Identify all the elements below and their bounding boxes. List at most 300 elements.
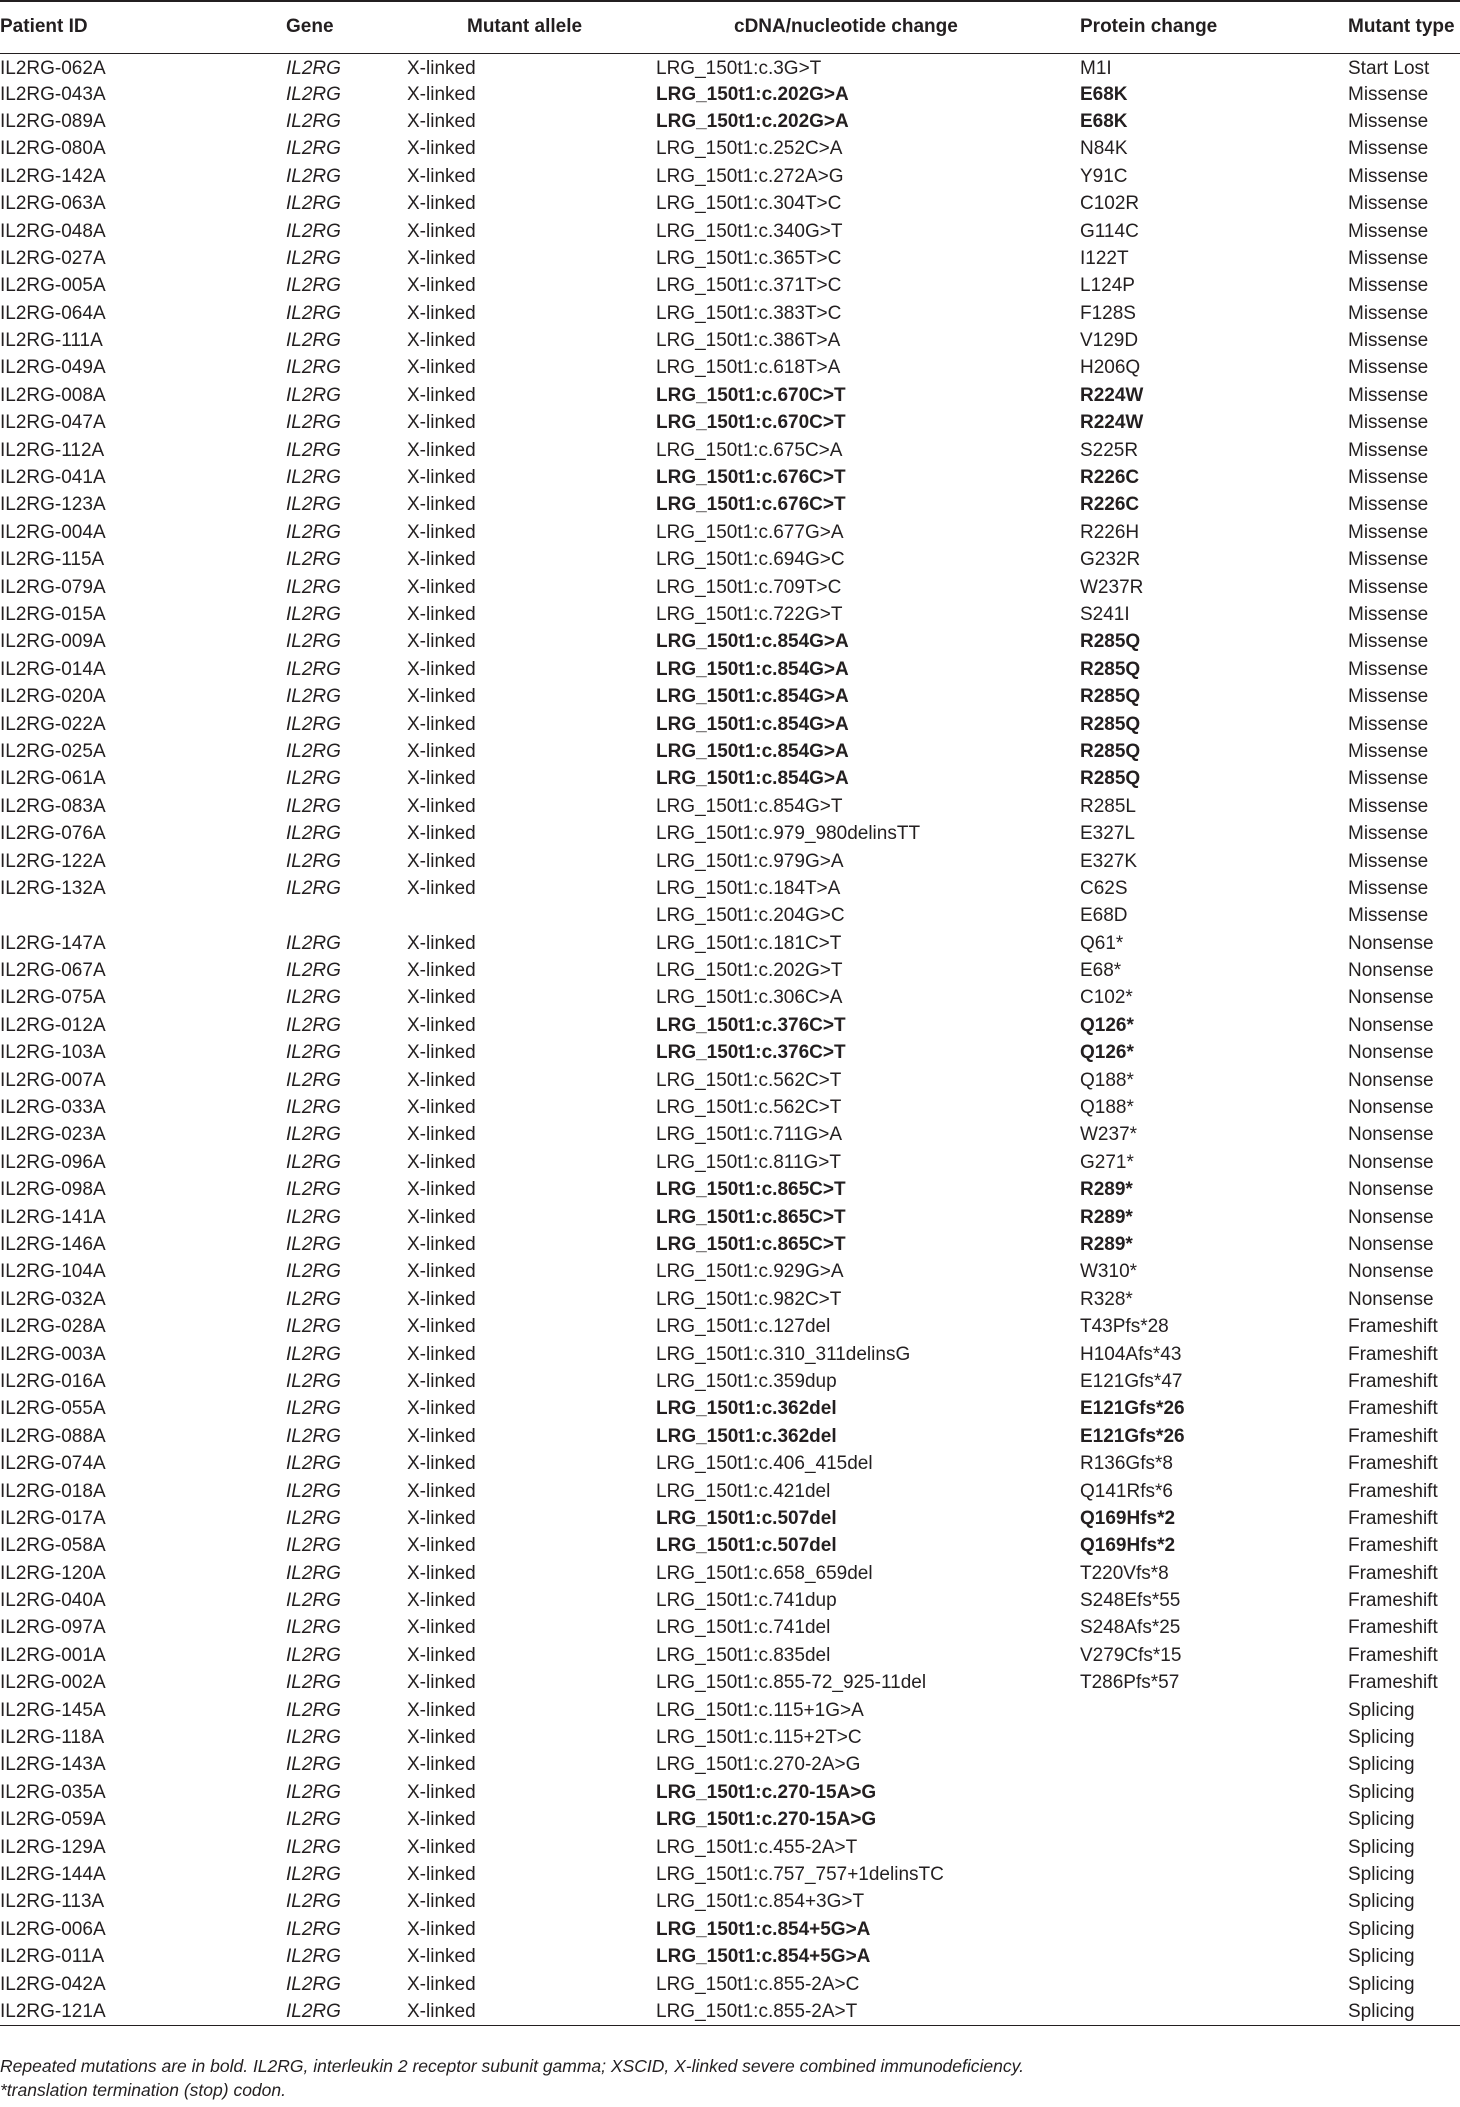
- header-gene: Gene: [230, 1, 407, 53]
- cell-gene: IL2RG: [286, 412, 341, 434]
- cell-gene: IL2RG: [286, 768, 341, 790]
- cell-protein-change: W310*: [1080, 1261, 1138, 1283]
- cell-patient-id: IL2RG-112A: [0, 439, 105, 461]
- cell-mutant-allele: X-linked: [407, 494, 476, 516]
- cell-mutant-type: Missense: [1348, 686, 1429, 708]
- cell-gene: IL2RG: [286, 1288, 341, 1310]
- cell-gene: IL2RG: [286, 1425, 341, 1447]
- cell-mutant-type: Frameshift: [1348, 1480, 1438, 1502]
- cell-gene: IL2RG: [286, 932, 341, 954]
- cell-protein-change: E68*: [1080, 960, 1122, 982]
- cell-protein-change: H104Afs*43: [1080, 1343, 1182, 1365]
- cell-patient-id: IL2RG-011A: [0, 1946, 105, 1968]
- cell-patient-id: IL2RG-104A: [0, 1261, 106, 1283]
- cell-protein-change: R285Q: [1080, 713, 1141, 735]
- header-cdna-change: cDNA/nucleotide change: [654, 1, 1074, 53]
- header-mutant-allele: Mutant allele: [407, 1, 654, 53]
- cell-cdna-change: LRG_150t1:c.376C>T: [656, 1014, 846, 1036]
- cell-patient-id: [0, 902, 230, 929]
- cell-mutant-allele: X-linked: [407, 1480, 476, 1502]
- table-row: [0, 409, 1460, 436]
- cell-cdna-change: LRG_150t1:c.115+2T>C: [656, 1727, 862, 1749]
- table-row: [0, 1203, 1460, 1230]
- cell-cdna-change: LRG_150t1:c.184T>A: [656, 877, 841, 899]
- cell-gene: IL2RG: [286, 165, 341, 187]
- table-row: [0, 573, 1460, 600]
- cell-protein-change: Q141Rfs*6: [1080, 1480, 1173, 1502]
- cell-patient-id: IL2RG-005A: [0, 275, 106, 297]
- table-row: [0, 135, 1460, 162]
- cell-mutant-allele: X-linked: [407, 740, 476, 762]
- cell-mutant-allele: X-linked: [407, 1425, 476, 1447]
- cell-protein-change: V279Cfs*15: [1080, 1644, 1182, 1666]
- cell-gene: IL2RG: [286, 1644, 341, 1666]
- table-row: [0, 930, 1460, 957]
- table-row: [0, 1149, 1460, 1176]
- cell-protein-change: R285L: [1080, 795, 1136, 817]
- cell-protein-change: E68K: [1080, 110, 1128, 132]
- cell-mutant-allele: X-linked: [407, 1151, 476, 1173]
- cell-gene: IL2RG: [286, 1918, 341, 1940]
- cell-mutant-allele: X-linked: [407, 1261, 476, 1283]
- cell-patient-id: IL2RG-111A: [0, 330, 103, 352]
- cell-mutant-type: Missense: [1348, 220, 1429, 242]
- cell-cdna-change: LRG_150t1:c.757_757+1delinsTC: [656, 1863, 944, 1885]
- cell-gene: IL2RG: [286, 494, 341, 516]
- cell-mutant-type: Splicing: [1348, 1891, 1415, 1913]
- cell-mutant-type: Missense: [1348, 138, 1429, 160]
- cell-mutant-allele: X-linked: [407, 1946, 476, 1968]
- cell-mutant-allele: X-linked: [407, 658, 476, 680]
- table-row: [0, 1258, 1460, 1285]
- cell-protein-change: E121Gfs*47: [1080, 1370, 1183, 1392]
- cell-protein-change: C102R: [1080, 193, 1140, 215]
- cell-patient-id: IL2RG-080A: [0, 138, 106, 160]
- cell-mutant-allele: X-linked: [407, 1042, 476, 1064]
- cell-gene: IL2RG: [286, 1151, 341, 1173]
- cell-gene: IL2RG: [286, 1233, 341, 1255]
- cell-gene: IL2RG: [286, 1453, 341, 1475]
- cell-patient-id: IL2RG-120A: [0, 1562, 106, 1584]
- cell-mutant-allele: X-linked: [407, 110, 476, 132]
- table-row: [0, 436, 1460, 463]
- cell-mutant-allele: X-linked: [407, 1590, 476, 1612]
- cell-cdna-change: LRG_150t1:c.854+5G>A: [656, 1918, 871, 1940]
- table-row: [0, 327, 1460, 354]
- table-row: [0, 1779, 1460, 1806]
- cell-gene: IL2RG: [286, 631, 341, 653]
- table-row: [0, 1395, 1460, 1422]
- table-row: [0, 1340, 1460, 1367]
- table-row: [0, 1505, 1460, 1532]
- cell-patient-id: IL2RG-121A: [0, 1998, 230, 2025]
- cell-gene: IL2RG: [286, 1590, 341, 1612]
- cell-patient-id: IL2RG-033A: [0, 1097, 106, 1119]
- cell-mutant-allele: X-linked: [407, 1507, 476, 1529]
- cell-mutant-type: Missense: [1348, 549, 1429, 571]
- cell-cdna-change: LRG_150t1:c.340G>T: [656, 220, 843, 242]
- cell-protein-change: [1074, 1779, 1344, 1806]
- cell-mutant-allele: X-linked: [407, 877, 476, 899]
- cell-mutant-allele: X-linked: [407, 1206, 476, 1228]
- table-row: [0, 820, 1460, 847]
- table-row: [0, 710, 1460, 737]
- table-footnotes: [0, 2054, 1460, 2102]
- cell-mutant-allele: X-linked: [407, 521, 476, 543]
- cell-gene: IL2RG: [286, 1261, 341, 1283]
- cell-cdna-change: LRG_150t1:c.455-2A>T: [656, 1836, 858, 1858]
- cell-patient-id: IL2RG-043A: [0, 83, 106, 105]
- cell-gene: IL2RG: [286, 1727, 341, 1749]
- cell-cdna-change: LRG_150t1:c.854G>A: [656, 631, 849, 653]
- cell-cdna-change: LRG_150t1:c.709T>C: [656, 576, 842, 598]
- cell-gene: IL2RG: [286, 1891, 341, 1913]
- cell-gene: IL2RG: [286, 549, 341, 571]
- cell-mutant-type: Frameshift: [1348, 1425, 1438, 1447]
- cell-mutant-type: Missense: [1348, 302, 1429, 324]
- cell-cdna-change: LRG_150t1:c.359dup: [656, 1370, 837, 1392]
- cell-protein-change: Y91C: [1080, 165, 1128, 187]
- table-row: [0, 546, 1460, 573]
- cell-patient-id: IL2RG-023A: [0, 1124, 106, 1146]
- cell-gene: IL2RG: [286, 576, 341, 598]
- table-row: [0, 80, 1460, 107]
- cell-mutant-type: Nonsense: [1348, 1097, 1434, 1119]
- cell-mutant-allele: X-linked: [407, 1672, 476, 1694]
- cell-mutant-type: Nonsense: [1348, 1042, 1434, 1064]
- header-row: [0, 1, 1460, 53]
- cell-mutant-allele: X-linked: [407, 576, 476, 598]
- table-row: [0, 1696, 1460, 1723]
- cell-mutant-type: Missense: [1348, 494, 1429, 516]
- table-row: [0, 875, 1460, 902]
- cell-cdna-change: LRG_150t1:c.982C>T: [656, 1288, 842, 1310]
- table-row: [0, 108, 1460, 135]
- cell-mutant-allele: X-linked: [407, 193, 476, 215]
- cell-cdna-change: LRG_150t1:c.854G>A: [656, 740, 849, 762]
- cell-mutant-type: Nonsense: [1348, 1233, 1434, 1255]
- cell-mutant-type: Missense: [1348, 521, 1429, 543]
- cell-mutant-type: Splicing: [1344, 1998, 1460, 2025]
- cell-gene: IL2RG: [286, 1617, 341, 1639]
- cell-protein-change: W237*: [1080, 1124, 1138, 1146]
- table-row: [0, 1724, 1460, 1751]
- cell-mutant-type: Frameshift: [1348, 1370, 1438, 1392]
- cell-mutant-allele: X-linked: [407, 467, 476, 489]
- cell-mutant-type: Frameshift: [1348, 1535, 1438, 1557]
- cell-gene: IL2RG: [286, 83, 341, 105]
- cell-protein-change: M1I: [1080, 58, 1112, 80]
- cell-protein-change: [1074, 1916, 1344, 1943]
- cell-protein-change: S248Afs*25: [1080, 1617, 1181, 1639]
- cell-patient-id: IL2RG-012A: [0, 1014, 106, 1036]
- cell-protein-change: R289*: [1080, 1206, 1133, 1228]
- cell-mutant-type: Splicing: [1348, 1754, 1415, 1776]
- table-row: [0, 382, 1460, 409]
- cell-cdna-change: LRG_150t1:c.722G>T: [656, 604, 843, 625]
- cell-cdna-change: LRG_150t1:c.854G>A: [656, 713, 849, 735]
- cell-cdna-change: LRG_150t1:c.306C>A: [656, 987, 843, 1009]
- table-row: [0, 1669, 1460, 1696]
- cell-patient-id: IL2RG-063A: [0, 193, 106, 215]
- cell-mutant-type: Missense: [1348, 165, 1429, 187]
- cell-mutant-allele: X-linked: [407, 1863, 476, 1885]
- table-row: [0, 1012, 1460, 1039]
- cell-cdna-change: LRG_150t1:c.854G>A: [656, 686, 849, 708]
- cell-mutant-type: Frameshift: [1348, 1672, 1438, 1694]
- header-mutant-type: Mutant type: [1344, 1, 1460, 53]
- cell-patient-id: IL2RG-027A: [0, 247, 106, 269]
- cell-patient-id: IL2RG-064A: [0, 302, 106, 324]
- table-row: [0, 1423, 1460, 1450]
- cell-protein-change: R136Gfs*8: [1080, 1453, 1173, 1475]
- cell-mutant-type: Missense: [1348, 740, 1429, 762]
- cell-protein-change: [1074, 1943, 1344, 1970]
- cell-mutant-allele: X-linked: [407, 987, 476, 1009]
- cell-mutant-allele: X-linked: [407, 1179, 476, 1201]
- cell-cdna-change: LRG_150t1:c.270-2A>G: [656, 1754, 861, 1776]
- cell-cdna-change: LRG_150t1:c.406_415del: [656, 1453, 873, 1475]
- cell-patient-id: IL2RG-028A: [0, 1316, 106, 1338]
- cell-patient-id: IL2RG-042A: [0, 1973, 106, 1995]
- cell-patient-id: IL2RG-058A: [0, 1535, 106, 1557]
- table-body: [0, 53, 1460, 2025]
- cell-mutant-allele: X-linked: [407, 220, 476, 242]
- cell-mutant-allele: X-linked: [407, 1781, 476, 1803]
- table-row: [0, 1532, 1460, 1559]
- cell-mutant-type: Nonsense: [1348, 987, 1434, 1009]
- cell-mutant-type: Missense: [1348, 850, 1429, 872]
- cell-patient-id: IL2RG-017A: [0, 1507, 106, 1529]
- cell-cdna-change: LRG_150t1:c.204G>C: [656, 905, 845, 927]
- cell-protein-change: E327L: [1080, 823, 1135, 845]
- cell-protein-change: Q188*: [1080, 1069, 1134, 1091]
- table-row: [0, 190, 1460, 217]
- cell-protein-change: Q169Hfs*2: [1080, 1507, 1176, 1529]
- table-row: [0, 656, 1460, 683]
- cell-protein-change: R289*: [1080, 1179, 1133, 1201]
- cell-cdna-change: LRG_150t1:c.855-2A>C: [656, 1973, 860, 1995]
- cell-cdna-change: LRG_150t1:c.811G>T: [656, 1151, 842, 1173]
- cell-mutant-allele: X-linked: [407, 1617, 476, 1639]
- table-row: [0, 519, 1460, 546]
- cell-mutant-type: Missense: [1348, 576, 1429, 598]
- cell-cdna-change: LRG_150t1:c.365T>C: [656, 247, 842, 269]
- cell-gene: IL2RG: [286, 960, 341, 982]
- cell-mutant-allele: X-linked: [407, 1644, 476, 1666]
- cell-patient-id: IL2RG-146A: [0, 1233, 106, 1255]
- cell-gene: IL2RG: [286, 850, 341, 872]
- footnote-bold-legend: Repeated mutations are in bold. IL2RG, interleukin 2 receptor subunit gamma; XSCID, X-linked severe combined immunodeficiency.: [0, 2056, 1024, 2076]
- cell-patient-id: IL2RG-147A: [0, 932, 106, 954]
- cell-patient-id: IL2RG-142A: [0, 165, 106, 187]
- table-row: [0, 1477, 1460, 1504]
- cell-cdna-change: LRG_150t1:c.371T>C: [656, 275, 842, 297]
- cell-protein-change: G271*: [1080, 1151, 1134, 1173]
- cell-gene: IL2RG: [286, 1370, 341, 1392]
- cell-mutant-allele: X-linked: [407, 1973, 476, 1995]
- cell-mutant-type: Missense: [1348, 412, 1429, 434]
- cell-patient-id: IL2RG-020A: [0, 686, 106, 708]
- cell-mutant-type: Splicing: [1348, 1918, 1415, 1940]
- cell-mutant-type: Splicing: [1348, 1946, 1415, 1968]
- cell-patient-id: IL2RG-075A: [0, 987, 106, 1009]
- cell-cdna-change: LRG_150t1:c.855-72_925-11del: [656, 1672, 927, 1694]
- cell-mutant-allele: X-linked: [407, 549, 476, 571]
- table-row: [0, 1286, 1460, 1313]
- cell-patient-id: IL2RG-079A: [0, 576, 106, 598]
- cell-patient-id: IL2RG-097A: [0, 1617, 106, 1639]
- header-protein-change: Protein change: [1074, 1, 1344, 53]
- cell-mutant-allele: X-linked: [407, 439, 476, 461]
- cell-mutant-allele: X-linked: [407, 1398, 476, 1420]
- table-row: [0, 765, 1460, 792]
- table-row: [0, 1888, 1460, 1915]
- cell-mutant-allele: X-linked: [407, 795, 476, 817]
- cell-patient-id: IL2RG-009A: [0, 631, 106, 653]
- cell-gene: IL2RG: [286, 357, 341, 379]
- table-header: [0, 1, 1460, 53]
- cell-protein-change: R226H: [1080, 521, 1140, 543]
- cell-patient-id: IL2RG-088A: [0, 1425, 106, 1447]
- cell-gene: IL2RG: [286, 521, 341, 543]
- cell-patient-id: IL2RG-014A: [0, 658, 106, 680]
- table-row: [0, 957, 1460, 984]
- cell-mutant-allele: X-linked: [407, 412, 476, 434]
- cell-cdna-change: LRG_150t1:c.202G>T: [656, 960, 843, 982]
- cell-cdna-change: LRG_150t1:c.562C>T: [656, 1097, 842, 1119]
- cell-mutant-type: Missense: [1348, 467, 1429, 489]
- cell-protein-change: [1074, 1998, 1344, 2025]
- cell-mutant-allele: X-linked: [407, 1562, 476, 1584]
- cell-cdna-change: LRG_150t1:c.658_659del: [656, 1562, 873, 1584]
- cell-protein-change: [1074, 1724, 1344, 1751]
- cell-patient-id: IL2RG-025A: [0, 740, 106, 762]
- cell-gene: IL2RG: [286, 58, 341, 80]
- table-row: [0, 1970, 1460, 1997]
- cell-protein-change: [1074, 1806, 1344, 1833]
- cell-cdna-change: LRG_150t1:c.979_980delinsTT: [656, 823, 921, 845]
- cell-mutant-allele: X-linked: [407, 83, 476, 105]
- cell-protein-change: R226C: [1080, 467, 1140, 489]
- cell-gene: IL2RG: [286, 1562, 341, 1584]
- cell-mutant-type: Missense: [1348, 110, 1429, 132]
- cell-mutant-type: Missense: [1348, 247, 1429, 269]
- cell-cdna-change: LRG_150t1:c.929G>A: [656, 1261, 844, 1283]
- cell-cdna-change: LRG_150t1:c.618T>A: [656, 357, 841, 379]
- cell-mutant-allele: X-linked: [407, 1891, 476, 1913]
- cell-protein-change: Q188*: [1080, 1097, 1134, 1119]
- cell-mutant-allele: X-linked: [407, 1998, 654, 2025]
- table-row: [0, 1751, 1460, 1778]
- cell-gene: IL2RG: [286, 220, 341, 242]
- cell-mutant-type: Frameshift: [1348, 1316, 1438, 1338]
- cell-mutant-type: Start Lost: [1348, 58, 1430, 80]
- cell-cdna-change: LRG_150t1:c.676C>T: [656, 494, 846, 516]
- cell-mutant-type: Splicing: [1348, 1863, 1415, 1885]
- cell-gene: IL2RG: [286, 713, 341, 735]
- cell-patient-id: IL2RG-002A: [0, 1672, 106, 1694]
- cell-protein-change: E68D: [1080, 905, 1128, 927]
- cell-protein-change: [1074, 1696, 1344, 1723]
- cell-gene: IL2RG: [286, 1042, 341, 1064]
- cell-gene: IL2RG: [286, 330, 341, 352]
- cell-patient-id: IL2RG-076A: [0, 823, 106, 845]
- cell-protein-change: Q126*: [1080, 1042, 1134, 1064]
- cell-cdna-change: LRG_150t1:c.252C>A: [656, 138, 843, 160]
- table-row: [0, 1176, 1460, 1203]
- cell-gene: IL2RG: [286, 1973, 341, 1995]
- cell-cdna-change: LRG_150t1:c.670C>T: [656, 384, 846, 406]
- cell-patient-id: IL2RG-074A: [0, 1453, 106, 1475]
- cell-protein-change: R285Q: [1080, 658, 1141, 680]
- cell-mutant-allele: X-linked: [407, 275, 476, 297]
- cell-protein-change: T220Vfs*8: [1080, 1562, 1169, 1584]
- cell-mutant-type: Missense: [1348, 384, 1429, 406]
- cell-cdna-change: LRG_150t1:c.676C>T: [656, 467, 846, 489]
- cell-cdna-change: LRG_150t1:c.741dup: [656, 1590, 837, 1612]
- cell-mutant-type: Splicing: [1348, 1727, 1415, 1749]
- cell-mutant-allele: X-linked: [407, 1069, 476, 1091]
- table-row: [0, 464, 1460, 491]
- cell-gene: IL2RG: [286, 686, 341, 708]
- table-row: [0, 683, 1460, 710]
- cell-cdna-change: LRG_150t1:c.310_311delinsG: [656, 1343, 911, 1365]
- table-row: [0, 601, 1460, 628]
- table-row: [0, 1943, 1460, 1970]
- cell-mutant-type: Splicing: [1348, 1699, 1415, 1721]
- cell-gene: IL2RG: [286, 1809, 341, 1831]
- cell-patient-id: IL2RG-141A: [0, 1206, 106, 1228]
- cell-gene: IL2RG: [286, 987, 341, 1009]
- cell-patient-id: IL2RG-062A: [0, 58, 106, 80]
- cell-protein-change: E121Gfs*26: [1080, 1425, 1185, 1447]
- cell-cdna-change: LRG_150t1:c.675C>A: [656, 439, 843, 461]
- cell-cdna-change: LRG_150t1:c.386T>A: [656, 330, 841, 352]
- cell-mutant-type: Missense: [1348, 193, 1429, 215]
- cell-mutant-type: Missense: [1348, 604, 1429, 625]
- cell-protein-change: R285Q: [1080, 768, 1141, 790]
- cell-gene: IL2RG: [286, 740, 341, 762]
- table-row: [0, 1642, 1460, 1669]
- cell-patient-id: IL2RG-015A: [0, 604, 106, 625]
- cell-mutant-type: Missense: [1348, 768, 1429, 790]
- table-row: [0, 738, 1460, 765]
- table-row: [0, 1039, 1460, 1066]
- cell-cdna-change: LRG_150t1:c.711G>A: [656, 1124, 843, 1146]
- table-row: [0, 902, 1460, 929]
- cell-gene: IL2RG: [286, 1069, 341, 1091]
- cell-mutant-type: Frameshift: [1348, 1507, 1438, 1529]
- cell-cdna-change: LRG_150t1:c.362del: [656, 1398, 837, 1420]
- cell-mutant-allele: X-linked: [407, 138, 476, 160]
- cell-gene: IL2RG: [286, 247, 341, 269]
- table-row: [0, 53, 1460, 80]
- cell-gene: IL2RG: [286, 1316, 341, 1338]
- cell-mutant-type: Nonsense: [1348, 1151, 1434, 1173]
- cell-patient-id: IL2RG-059A: [0, 1809, 106, 1831]
- cell-gene: IL2RG: [286, 1124, 341, 1146]
- cell-gene: IL2RG: [286, 138, 341, 160]
- cell-mutant-allele: X-linked: [407, 58, 476, 80]
- table-row: [0, 272, 1460, 299]
- cell-gene: IL2RG: [286, 1836, 341, 1858]
- cell-cdna-change: LRG_150t1:c.202G>A: [656, 83, 849, 105]
- cell-patient-id: IL2RG-008A: [0, 384, 106, 406]
- cell-mutant-type: Missense: [1348, 658, 1429, 680]
- cell-cdna-change: LRG_150t1:c.272A>G: [656, 165, 844, 187]
- cell-mutant-allele: X-linked: [407, 713, 476, 735]
